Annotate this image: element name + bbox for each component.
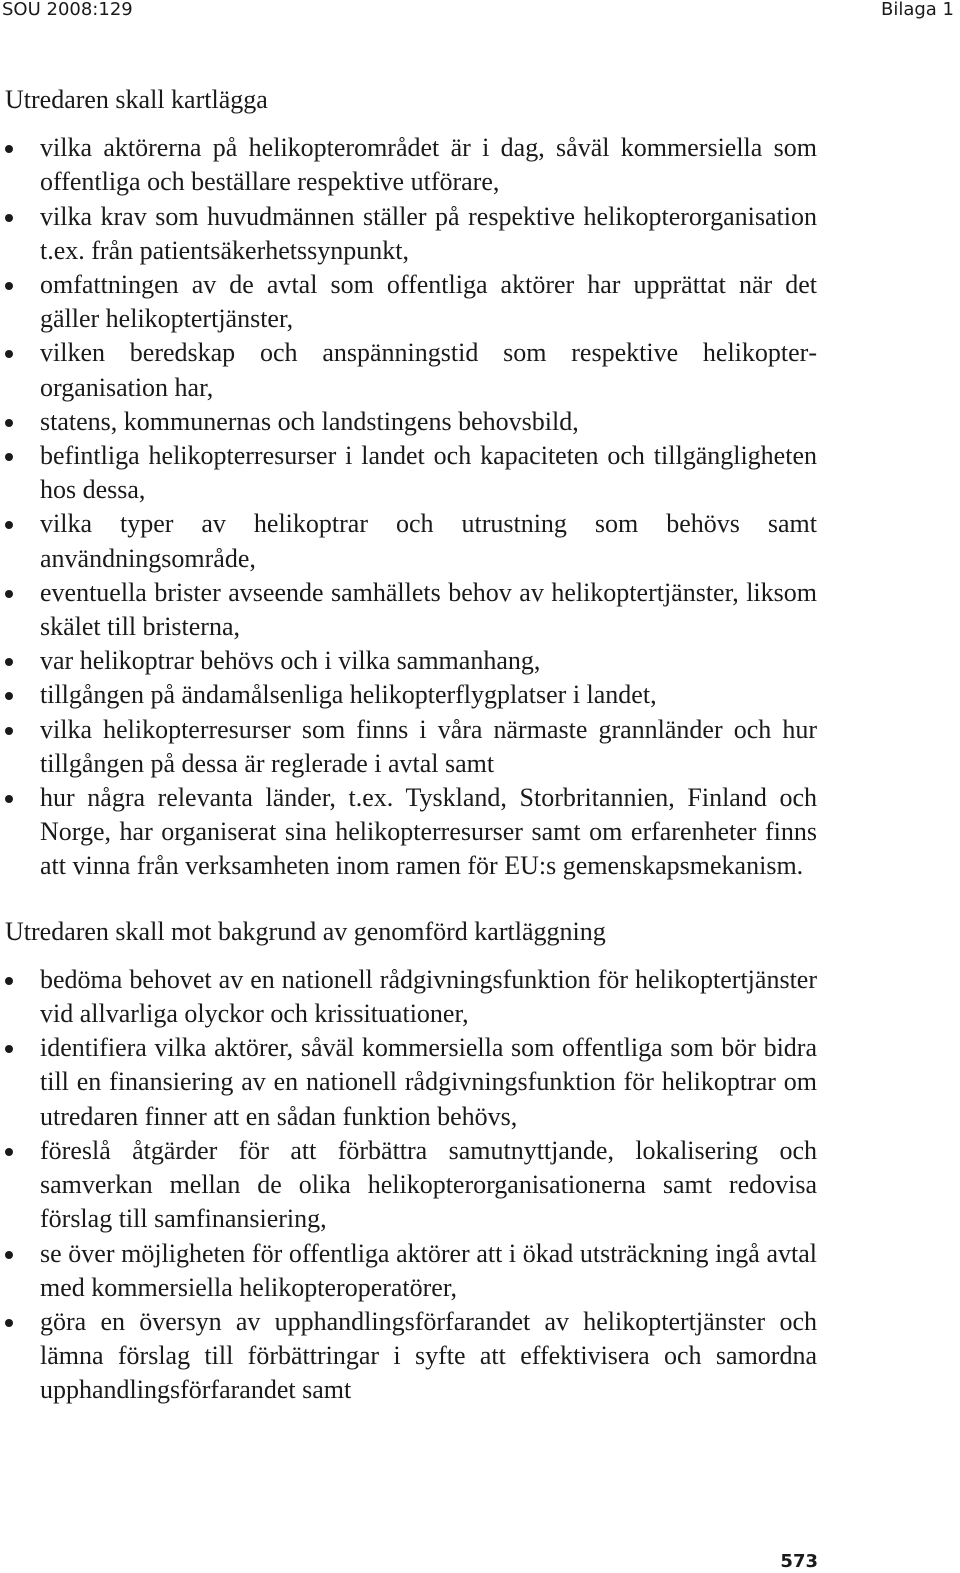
list-item: bedöma behovet av en nationell rådgivningsfunktion för helikoptertjänster vid allvarliga olyckor och krissituationer, xyxy=(5,963,817,1031)
bullet-icon xyxy=(5,282,13,290)
list-item: vilka helikopterresurser som finns i våra närmaste grannländer och hur tillgången på dessa är reglerade i avtal samt xyxy=(5,713,817,781)
bullet-icon xyxy=(5,350,13,358)
list-item: befintliga helikopterresurser i landet och kapaciteten och tillgängligheten hos dessa, xyxy=(5,439,817,507)
bullet-icon xyxy=(5,590,13,598)
list-item: tillgången på ändamålsenliga helikopterflygplatser i landet, xyxy=(5,678,817,712)
list-item: föreslå åtgärder för att förbättra samutnyttjande, lokalisering och samverkan mellan de olika helikopterorganisationerna samt redovisa förslag till samfinansiering, xyxy=(5,1134,817,1237)
list-item: omfattningen av de avtal som offentliga aktörer har upprättat när det gäller helikoptertjänster, xyxy=(5,268,817,336)
section-intro-assessment: Utredaren skall mot bakgrund av genomförd kartläggning xyxy=(5,916,606,946)
list-item: eventuella brister avseende samhällets behov av helikoptertjänster, liksom skälet till bristerna, xyxy=(5,576,817,644)
bullet-icon xyxy=(5,521,13,529)
bullet-icon xyxy=(5,1045,13,1053)
list-item: statens, kommunernas och landstingens behovsbild, xyxy=(5,405,817,439)
bullet-icon xyxy=(5,145,13,153)
section-intro-survey: Utredaren skall kartlägga xyxy=(5,85,268,114)
list-item: var helikoptrar behövs och i vilka sammanhang, xyxy=(5,644,817,678)
page-number: 573 xyxy=(780,1551,818,1572)
body-text xyxy=(5,83,817,1408)
assessment-task-list xyxy=(5,963,817,1408)
bullet-icon xyxy=(5,795,13,803)
list-item: identifiera vilka aktörer, såväl kommersiella som offentliga som bör bidra till en finansiering av en nationell rådgivningsfunktion för helikoptrar om utredaren finner att en sådan funktion behövs, xyxy=(5,1031,817,1134)
bullet-icon xyxy=(5,1251,13,1259)
list-item: vilken beredskap och anspänningstid som respektive helikopterorganisation har, xyxy=(5,336,817,404)
bullet-icon xyxy=(5,214,13,222)
bullet-icon xyxy=(5,692,13,700)
bullet-icon xyxy=(5,419,13,427)
bullet-icon xyxy=(5,1148,13,1156)
running-header xyxy=(0,0,960,24)
bullet-icon xyxy=(5,658,13,666)
survey-task-list xyxy=(5,131,817,883)
bullet-icon xyxy=(5,727,13,735)
document-reference: SOU 2008:129 xyxy=(2,0,133,20)
list-item: hur några relevanta länder, t.ex. Tyskland, Storbritannien, Finland och Norge, har organiserat sina helikopterresurser samt om erfarenheter finns att vinna från verksamheten inom ramen för EU:s gemenskapsmekanism. xyxy=(5,781,817,884)
list-item: vilka krav som huvudmännen ställer på respektive helikopterorganisation t.ex. från patientsäkerhetssynpunkt, xyxy=(5,200,817,268)
annex-label: Bilaga 1 xyxy=(880,0,954,20)
list-item: vilka typer av helikoptrar och utrustning som behövs samt användningsområde, xyxy=(5,507,817,575)
bullet-icon xyxy=(5,453,13,461)
bullet-icon xyxy=(5,977,13,985)
list-item: göra en översyn av upphandlingsförfarandet av helikoptertjänster och lämna förslag till förbättringar i syfte att effektivisera och samordna upphandlingsförfarandet samt xyxy=(5,1305,817,1408)
bullet-icon xyxy=(5,1319,13,1327)
list-item: vilka aktörerna på helikopterområdet är i dag, såväl kommersiella som offentliga och beställare respektive utförare, xyxy=(5,131,817,199)
list-item: se över möjligheten för offentliga aktörer att i ökad utsträckning ingå avtal med kommersiella helikopteroperatörer, xyxy=(5,1237,817,1305)
